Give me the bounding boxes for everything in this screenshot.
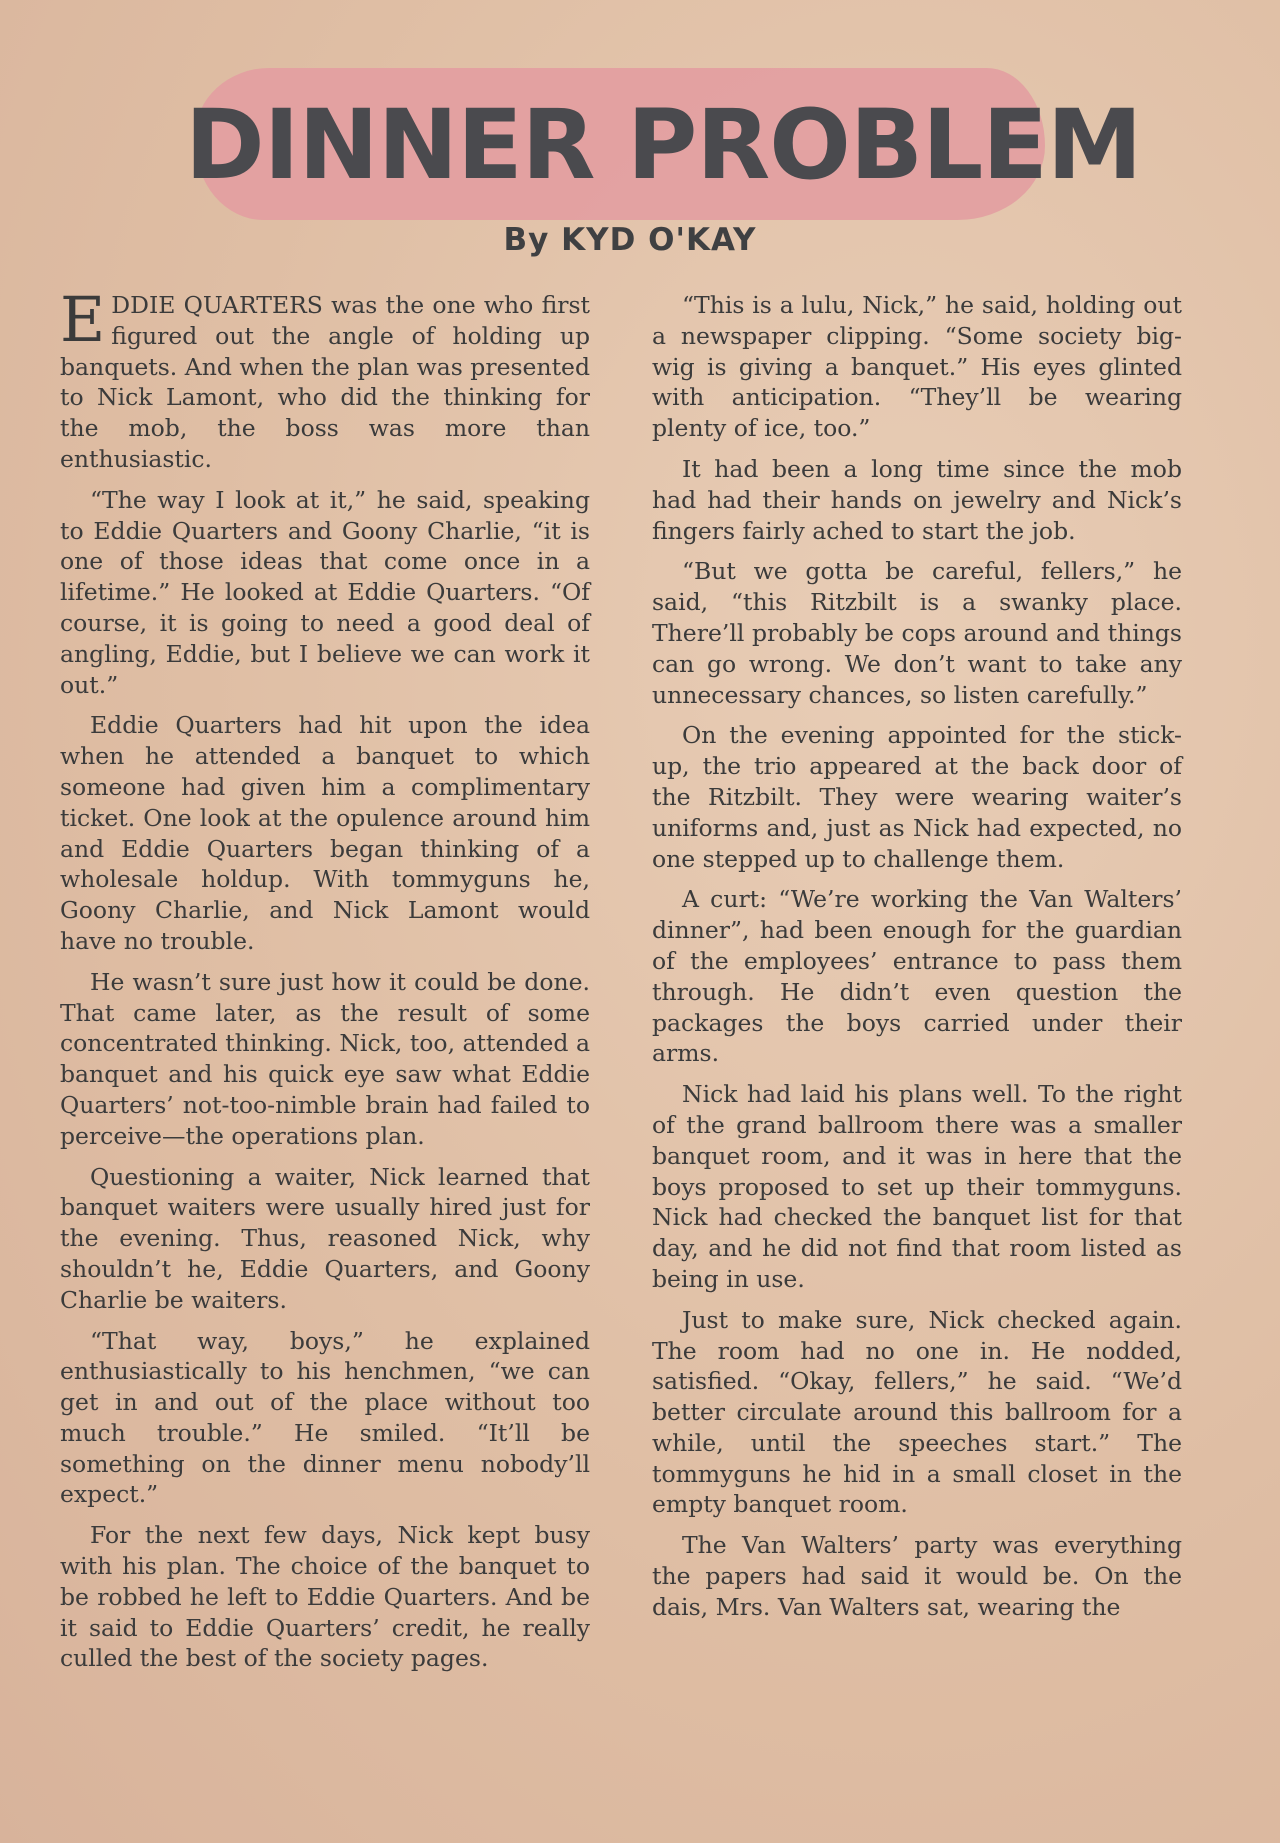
paragraph: “This is a lulu, Nick,” he said, holding out a newspaper clipping. “Some society big-wig is giving a banquet.” His eyes glinted with anticipation. “They’ll be wearing plenty of ice, too.”	[652, 291, 1182, 443]
right-column	[652, 290, 1182, 1633]
paragraph: “That way, boys,” he explained enthusiastically to his henchmen, “we can get in and out of the place without too much trouble.” He smiled. “It’ll be something on the dinner menu nobody’ll expect.”	[60, 1326, 590, 1509]
paragraph: A curt: “We’re working the Van Walters’ dinner”, had been enough for the guardian of the employees’ entrance to pass them through. He didn’t even question the packages the boys carried under their arms.	[652, 885, 1182, 1068]
opening-text: DDIE QUARTERS was the one who first figured out the angle of holding up banquets. And when the plan was presented to Nick Lamont, who did the thinking for the mob, the boss was more than enthusiastic.	[60, 291, 590, 473]
paragraph: Questioning a waiter, Nick learned that banquet waiters were usually hired just for the evening. Thus, reasoned Nick, why shouldn’t he, Eddie Quarters, and Goony Charlie be waiters.	[60, 1162, 590, 1314]
page-title: DINNER PROBLEM	[185, 89, 1142, 201]
paragraph: Nick had laid his plans well. To the right of the grand ballroom there was a smaller banquet room, and it was in here that the boys proposed to set up their tommyguns. Nick had checked the banquet list for that day, and he did not find that room listed as being in use.	[652, 1080, 1182, 1293]
paragraph: Just to make sure, Nick checked again. The room had no one in. He nodded, satisfied. “Okay, fellers,” he said. “We’d better circulate around this ballroom for a while, until the speeches start.” The tommyguns he hid in a small closet in the empty banquet room.	[652, 1305, 1182, 1519]
paragraph: It had been a long time since the mob had had their hands on jewelry and Nick’s fingers fairly ached to start the job.	[652, 454, 1182, 545]
paragraph: “The way I look at it,” he said, speaking to Eddie Quarters and Goony Charlie, “it is one of those ideas that come once in a lifetime.” He looked at Eddie Quarters. “Of course, it is going to need a good deal of angling, Eddie, but I believe we can work it out.”	[60, 485, 590, 699]
paragraph: On the evening appointed for the stick-up, the trio appeared at the back door of the Ritzbilt. They were wearing waiter’s uniforms and, just as Nick had expected, no one stepped up to challenge them.	[652, 721, 1182, 873]
paragraph: He wasn’t sure just how it could be done. That came later, as the result of some concentrated thinking. Nick, too, attended a banquet and his quick eye saw what Eddie Quarters’ not-too-nimble brain had failed to perceive—the operations plan.	[60, 967, 590, 1150]
left-column	[60, 283, 590, 1684]
paragraph: The Van Walters’ party was everything the papers had said it would be. On the dais, Mrs. Van Walters sat, wearing the	[652, 1531, 1182, 1621]
paragraph: Eddie Quarters had hit upon the idea when he attended a banquet to which someone had given him a complimentary ticket. One look at the opulence around him and Eddie Quarters began thinking of a wholesale holdup. With tommyguns he, Goony Charlie, and Nick Lamont would have no trouble.	[60, 711, 590, 955]
opening-paragraph	[60, 283, 590, 475]
byline: By KYD O'KAY	[503, 222, 757, 258]
paragraph: “But we gotta be careful, fellers,” he said, “this Ritzbilt is a swanky place. There’ll probably be cops around and things can go wrong. We don’t want to take any unnecessary chances, so listen carefully.”	[652, 557, 1182, 709]
paragraph: For the next few days, Nick kept busy with his plan. The choice of the banquet to be robbed he left to Eddie Quarters. And be it said to Eddie Quarters’ credit, he really culled the best of the society pages.	[60, 1521, 590, 1673]
drop-cap: E	[60, 283, 106, 356]
